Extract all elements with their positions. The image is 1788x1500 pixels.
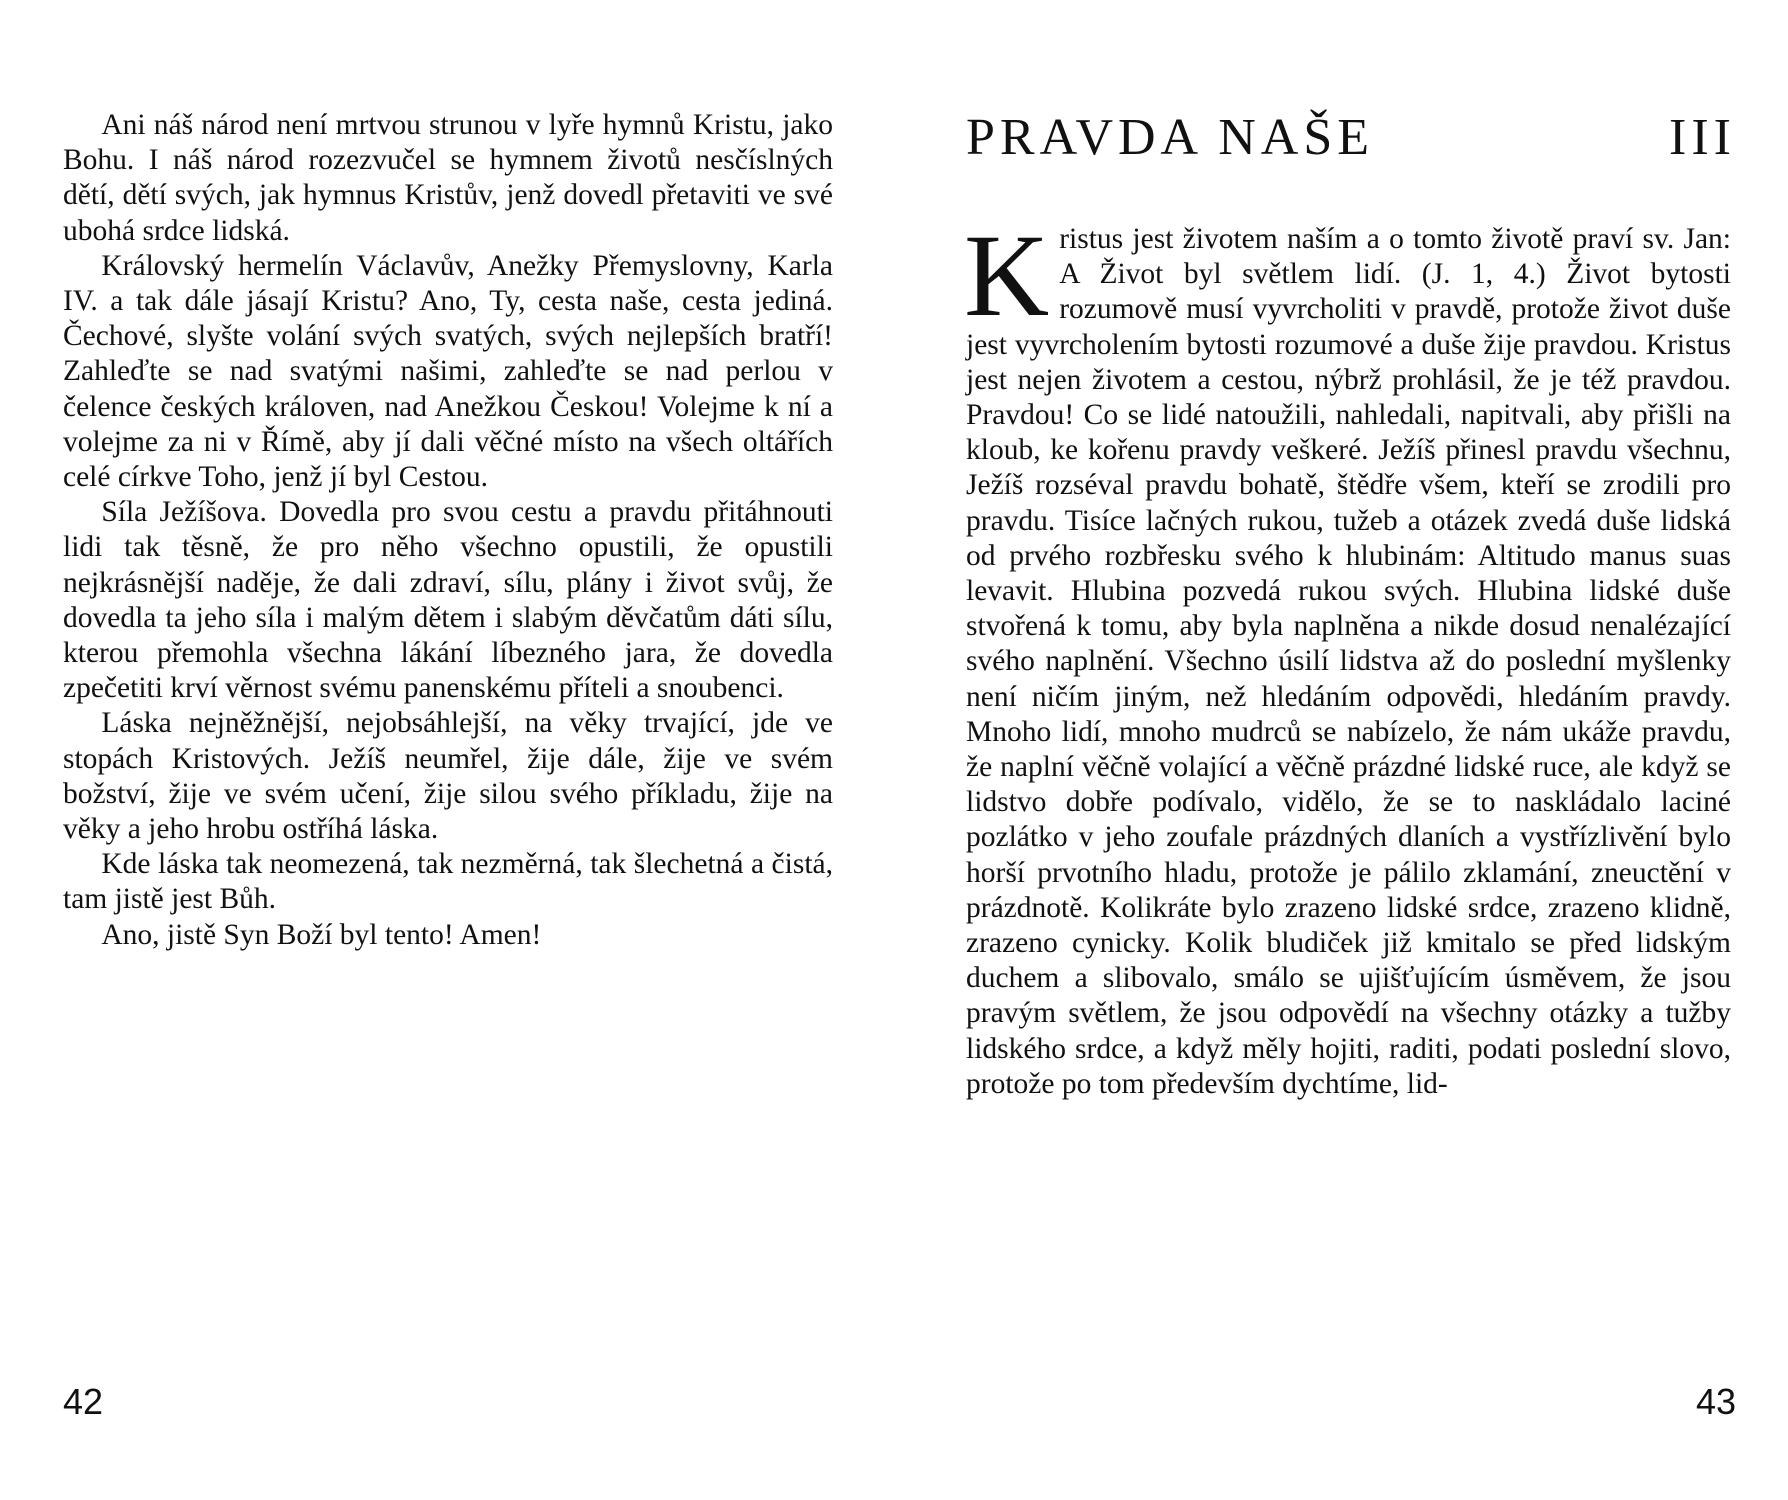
- left-paragraph-1: Ani náš národ není mrtvou strunou v lyře hymnů Kristu, jako Bohu. I náš národ rozezvučel se hymnem životů nesčíslných dětí, dětí svých, jak hymnus Kristův, jenž dovedl přetaviti ve své ubohá srdce lidská.: [63, 109, 833, 247]
- left-page-text: [63, 108, 833, 953]
- right-page: [894, 0, 1788, 1500]
- left-paragraph-3: Síla Ježíšova. Dovedla pro svou cestu a pravdu přitáhnouti lidi tak těsně, že pro něho všechno opustili, že opustili nejkrásnější naděje, že dali zdraví, sílu, plány i život svůj, že dovedla ta jeho síla i malým dětem i slabým děvčatům dáti sílu, kterou přemohla všechna lákání líbezného jara, že dovedla zpečetiti krví věrnost svému panenskému příteli a snoubenci.: [63, 496, 833, 705]
- right-paragraph-1: ristus jest životem naším a o tomto životě praví sv. Jan: A Život byl světlem lidí. (J. 1, 4.) Život bytosti rozumově musí vyvrcholiti v pravdě, protože život duše jest vyvrcholením bytosti rozumové a duše žije pravdou. Kristus jest nejen životem a cestou, nýbrž prohlásil, že je též pravdou. Pravdou! Co se lidé natoužili, nahledali, napitvali, aby přišli na kloub, ke kořenu pravdy veškeré. Ježíš přinesl pravdu všechnu, Ježíš rozséval pravdu bohatě, štědře všem, kteří se zrodili pro pravdu. Tisíce lačných rukou, tužeb a otázek zvedá duše lidská od prvého rozbřesku svého k hlubinám: Altitudo manus suas levavit. Hlubina pozvedá rukou svých. Hlubina lidské duše stvořená k tomu, aby byla naplněna a nikde dosud nenalézající svého naplnění. Všechno úsilí lidstva až do poslední myšlenky není ničím jiným, než hledáním odpovědi, hledáním pravdy. Mnoho lidí, mnoho mudrců se nabízelo, že nám ukáže pravdu, že naplní věčně volající a věčně prázdné lidské ruce, ale když se lidstvo dobře podívalo, vidělo, že se to naskládalo laciné pozlátko v jeho zoufale prázdných dlaních a vystřízlivění bylo horší prvotního hladu, protože je pálilo zklamání, zneuctění v prázdnotě. Kolikráte bylo zrazeno lidské srdce, zrazeno klidně, zrazeno cynicky. Kolik bludiček již kmitalo se před lidským duchem a slibovalo, smálo se ujišťujícím úsměvem, že jsou pravým světlem, že jsou odpovědí na všechny otázky a tužby lidského srdce, a když měly hojiti, raditi, podati poslední slovo, protože po tom především dychtíme, lid-: [966, 223, 1731, 1100]
- page-number-left: 42: [63, 1381, 104, 1422]
- left-paragraph-2: Královský hermelín Václavův, Anežky Přemyslovny, Karla IV. a tak dále jásají Kristu? Ano, Ty, cesta naše, cesta jediná. Čechové, slyšte volání svých svatých, svých nejlepších bratří! Zahleďte se nad svatými našimi, zahleďte se nad perlou v čelence českých královen, nad Anežkou Českou! Volejme k ní a volejme za ni v Římě, aby jí dali věčné místo na všech oltářích celé církve Toho, jenž jí byl Cestou.: [63, 249, 833, 494]
- right-page-text: [964, 210, 1731, 1102]
- chapter-heading: [966, 108, 1736, 168]
- left-paragraph-6: Ano, jistě Syn Boží byl tento! Amen!: [101, 918, 542, 951]
- page-number-right: 43: [1695, 1381, 1736, 1422]
- left-paragraph-5: Kde láska tak neomezená, tak nezměrná, tak šlechetná a čistá, tam jistě jest Bůh.: [63, 848, 833, 916]
- drop-cap: K: [964, 210, 1050, 341]
- left-paragraph-4: Láska nejněžnější, nejobsáhlejší, na věky trvající, jde ve stopách Kristových. Ježíš neumřel, žije dále, žije ve svém božství, žije ve svém učení, žije silou svého příkladu, žije na věky a jeho hrobu ostříhá láska.: [63, 707, 833, 846]
- chapter-numeral: III: [1669, 109, 1736, 166]
- chapter-title: PRAVDA NAŠE: [966, 109, 1375, 166]
